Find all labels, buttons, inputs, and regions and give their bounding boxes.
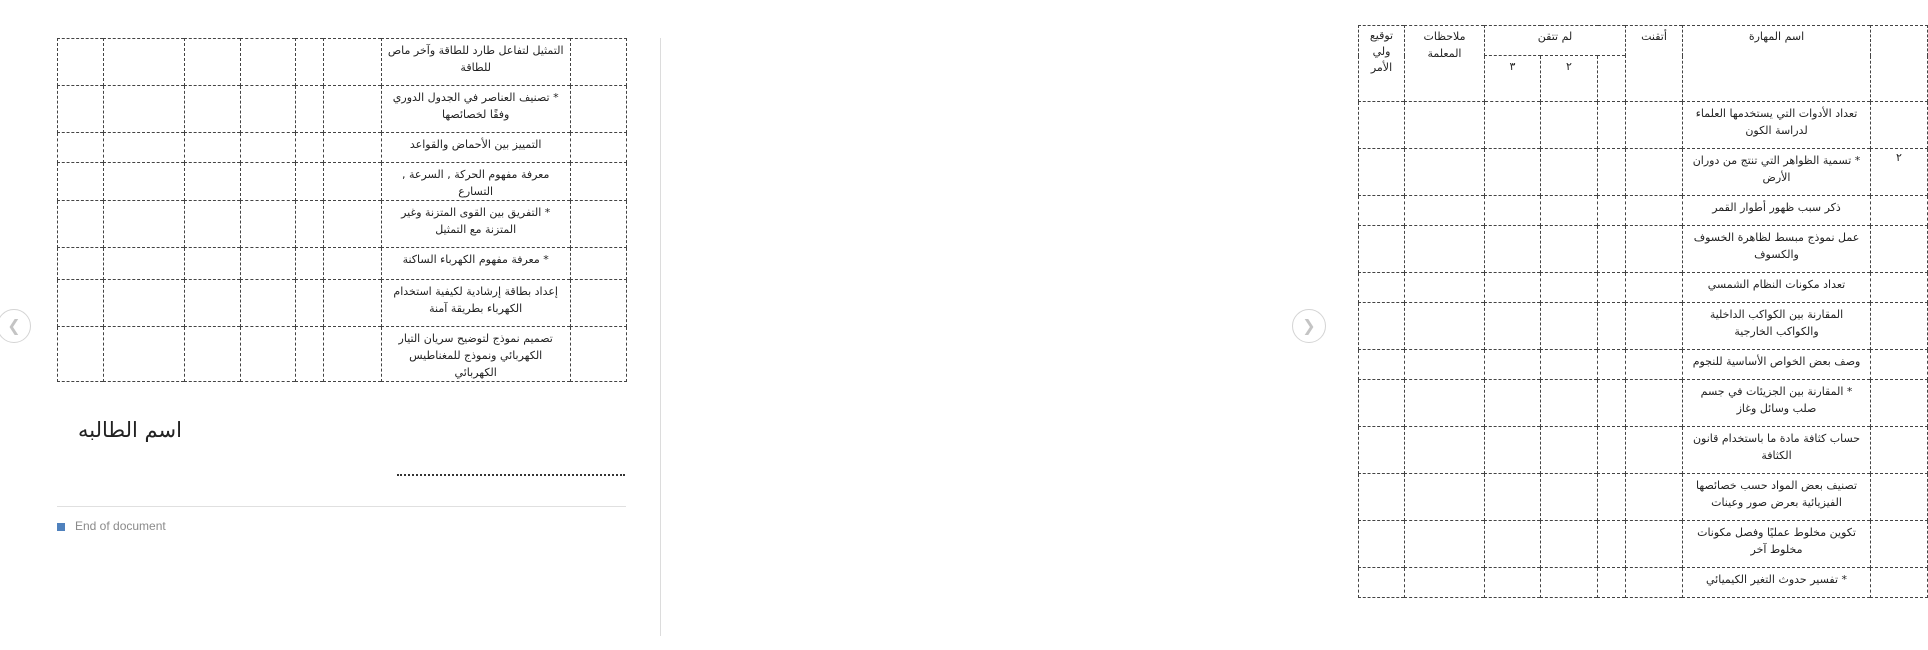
end-divider	[57, 506, 626, 507]
signature-cell	[58, 280, 104, 327]
signature-cell	[1359, 474, 1405, 521]
not-mastered-blank-cell	[296, 201, 324, 248]
notes-cell	[104, 39, 185, 86]
left-skill-row	[58, 327, 627, 382]
skill-cell: تعداد مكونات النظام الشمسي	[1683, 273, 1871, 303]
mastered-cell	[324, 86, 382, 133]
row-number-cell	[570, 86, 626, 133]
mastered-cell	[324, 280, 382, 327]
left-skill-row	[58, 86, 627, 133]
not-mastered-blank-cell	[1598, 149, 1626, 196]
mastered-cell	[1626, 568, 1683, 598]
row-number-cell	[570, 133, 626, 163]
mastered-cell	[324, 39, 382, 86]
signature-cell	[1359, 350, 1405, 380]
row-number-cell: ٢	[1871, 149, 1928, 196]
not-mastered-blank-cell	[296, 163, 324, 201]
notes-cell	[1405, 226, 1485, 273]
right-skill-row	[1359, 568, 1928, 598]
skills-table-left	[57, 38, 627, 382]
notes-cell	[1405, 303, 1485, 350]
mastered-cell	[1626, 149, 1683, 196]
not-mastered-2-cell	[240, 163, 295, 201]
not-mastered-blank-cell	[296, 86, 324, 133]
row-number-cell	[1871, 380, 1928, 427]
not-mastered-3-cell	[185, 327, 240, 382]
left-skill-row	[58, 133, 627, 163]
mastered-cell	[324, 201, 382, 248]
right-skill-row	[1359, 226, 1928, 273]
not-mastered-2-cell	[1541, 521, 1598, 568]
skill-cell: * تصنيف العناصر في الجدول الدوري وفقًا لخصائصها	[381, 86, 570, 133]
signature-cell	[1359, 273, 1405, 303]
notes-cell	[104, 86, 185, 133]
skill-cell: المقارنة بين الكواكب الداخلية والكواكب الخارجية	[1683, 303, 1871, 350]
skill-cell: تعداد الأدوات التي يستخدمها العلماء لدراسة الكون	[1683, 102, 1871, 149]
not-mastered-blank-cell	[296, 39, 324, 86]
not-mastered-3-cell	[1485, 521, 1541, 568]
right-skill-row	[1359, 303, 1928, 350]
not-mastered-2-cell	[240, 248, 295, 280]
not-mastered-2-cell	[1541, 474, 1598, 521]
mastered-cell	[1626, 521, 1683, 568]
not-mastered-2-cell	[240, 39, 295, 86]
not-mastered-2-cell	[240, 201, 295, 248]
right-page	[661, 0, 1902, 650]
skill-cell: التمثيل لتفاعل طارد للطاقة وآخر ماص للطاقة	[381, 39, 570, 86]
skill-cell: حساب كثافة مادة ما باستخدام قانون الكثافة	[1683, 427, 1871, 474]
mastered-cell	[1626, 196, 1683, 226]
signature-cell	[1359, 521, 1405, 568]
mastered-cell	[324, 133, 382, 163]
not-mastered-header: لم تتقن	[1485, 26, 1626, 56]
not-mastered-col-blank	[1598, 56, 1626, 102]
skill-cell: * تفسير حدوث التغير الكيميائي	[1683, 568, 1871, 598]
chevron-right-icon: ❯	[1302, 316, 1316, 335]
notes-cell	[1405, 568, 1485, 598]
row-number-cell	[570, 327, 626, 382]
not-mastered-3-cell	[185, 163, 240, 201]
left-skill-row	[58, 163, 627, 201]
not-mastered-3-cell	[185, 248, 240, 280]
mastered-cell	[1626, 474, 1683, 521]
notes-cell	[104, 201, 185, 248]
mastered-cell	[324, 248, 382, 280]
row-number-cell	[1871, 226, 1928, 273]
skill-cell: * معرفة مفهوم الكهرباء الساكنة	[381, 248, 570, 280]
notes-cell	[104, 248, 185, 280]
signature-cell	[1359, 149, 1405, 196]
guardian-signature-label: توقيع ولي الأمر	[1369, 29, 1394, 74]
not-mastered-2-cell	[240, 86, 295, 133]
notes-cell	[1405, 380, 1485, 427]
signature-cell	[1359, 102, 1405, 149]
not-mastered-2-cell	[1541, 102, 1598, 149]
skill-cell: * التفريق بين القوى المتزنة وغير المتزنة مع التمثيل	[381, 201, 570, 248]
not-mastered-blank-cell	[1598, 380, 1626, 427]
not-mastered-blank-cell	[1598, 226, 1626, 273]
not-mastered-blank-cell	[1598, 350, 1626, 380]
mastered-header: أتقنت	[1626, 26, 1683, 102]
mastered-cell	[1626, 427, 1683, 474]
skill-cell: * تسمية الظواهر التي تنتج من دوران الأرض	[1683, 149, 1871, 196]
signature-cell	[1359, 427, 1405, 474]
signature-cell	[58, 133, 104, 163]
not-mastered-3-cell	[1485, 273, 1541, 303]
right-skill-row	[1359, 196, 1928, 226]
header-row	[1359, 26, 1928, 56]
not-mastered-2-cell	[1541, 380, 1598, 427]
signature-cell	[1359, 196, 1405, 226]
signature-dotted-line	[397, 474, 625, 476]
signature-cell	[1359, 568, 1405, 598]
notes-header: ملاحظات المعلمة	[1405, 26, 1485, 102]
left-skill-row	[58, 280, 627, 327]
mastered-cell	[1626, 350, 1683, 380]
skill-name-header: اسم المهارة	[1683, 26, 1871, 102]
right-skill-row	[1359, 380, 1928, 427]
not-mastered-3-cell	[1485, 226, 1541, 273]
skill-cell: تصميم نموذج لتوضيح سريان التيار الكهربائي ونموذج للمغناطيس الكهربائي	[381, 327, 570, 382]
not-mastered-blank-cell	[296, 248, 324, 280]
not-mastered-3-cell	[1485, 350, 1541, 380]
not-mastered-blank-cell	[1598, 521, 1626, 568]
signature-cell	[58, 163, 104, 201]
row-number-cell	[1871, 474, 1928, 521]
left-skill-row	[58, 201, 627, 248]
notes-cell	[1405, 350, 1485, 380]
row-number-cell	[1871, 568, 1928, 598]
not-mastered-3-cell	[1485, 102, 1541, 149]
not-mastered-2-cell	[1541, 568, 1598, 598]
mastered-cell	[1626, 102, 1683, 149]
not-mastered-3-cell	[185, 280, 240, 327]
row-number-cell	[570, 248, 626, 280]
row-number-cell	[1871, 102, 1928, 149]
notes-cell	[104, 327, 185, 382]
not-mastered-3-cell	[185, 39, 240, 86]
end-marker-icon	[57, 523, 65, 531]
row-number-cell	[1871, 350, 1928, 380]
not-mastered-blank-cell	[1598, 427, 1626, 474]
skill-cell: * المقارنة بين الجزيئات في جسم صلب وسائل وغاز	[1683, 380, 1871, 427]
row-number-cell	[570, 201, 626, 248]
not-mastered-blank-cell	[1598, 474, 1626, 521]
not-mastered-2-cell	[1541, 273, 1598, 303]
not-mastered-3-cell	[1485, 380, 1541, 427]
not-mastered-blank-cell	[296, 280, 324, 327]
not-mastered-2-cell	[1541, 350, 1598, 380]
skill-cell: تكوين مخلوط عمليًا وفصل مكونات مخلوط آخر	[1683, 521, 1871, 568]
right-skill-row	[1359, 273, 1928, 303]
notes-cell	[1405, 273, 1485, 303]
not-mastered-3-cell	[1485, 568, 1541, 598]
notes-cell	[104, 163, 185, 201]
row-number-cell	[570, 280, 626, 327]
not-mastered-3-cell	[185, 86, 240, 133]
not-mastered-blank-cell	[1598, 196, 1626, 226]
mastered-cell	[324, 327, 382, 382]
right-skill-row	[1359, 521, 1928, 568]
not-mastered-blank-cell	[1598, 102, 1626, 149]
signature-cell	[58, 201, 104, 248]
mastered-cell	[324, 163, 382, 201]
not-mastered-2-cell	[1541, 303, 1598, 350]
not-mastered-3-cell	[185, 201, 240, 248]
notes-cell	[1405, 427, 1485, 474]
student-name-line: اسم الطالبه	[78, 418, 182, 442]
signature-cell	[58, 327, 104, 382]
right-skill-row	[1359, 102, 1928, 149]
right-skill-row	[1359, 427, 1928, 474]
not-mastered-blank-cell	[1598, 303, 1626, 350]
not-mastered-3-cell	[1485, 196, 1541, 226]
skill-cell: تصنيف بعض المواد حسب خصائصها الفيزيائية بعرض صور وعينات	[1683, 474, 1871, 521]
signature-cell	[1359, 226, 1405, 273]
notes-cell	[104, 280, 185, 327]
not-mastered-blank-cell	[1598, 273, 1626, 303]
next-page-button[interactable]	[1292, 309, 1326, 343]
row-number-cell	[1871, 196, 1928, 226]
mastered-cell	[1626, 273, 1683, 303]
not-mastered-2-cell	[1541, 149, 1598, 196]
row-number-cell	[1871, 303, 1928, 350]
mastered-cell	[1626, 226, 1683, 273]
not-mastered-3-cell	[185, 133, 240, 163]
skills-table-right	[1358, 25, 1928, 598]
skill-cell: إعداد بطاقة إرشادية لكيفية استخدام الكهرباء بطريقة آمنة	[381, 280, 570, 327]
not-mastered-blank-cell	[296, 133, 324, 163]
not-mastered-3-cell	[1485, 149, 1541, 196]
notes-cell	[1405, 196, 1485, 226]
not-mastered-3-cell	[1485, 303, 1541, 350]
row-number-cell	[570, 39, 626, 86]
row-number-cell	[570, 163, 626, 201]
mastered-cell	[1626, 380, 1683, 427]
notes-cell	[104, 133, 185, 163]
not-mastered-2-cell	[240, 327, 295, 382]
right-skill-row	[1359, 350, 1928, 380]
not-mastered-col-2: ٢	[1541, 56, 1598, 102]
chevron-left-icon: ❮	[7, 316, 21, 335]
not-mastered-2-cell	[1541, 427, 1598, 474]
not-mastered-2-cell	[240, 133, 295, 163]
right-skill-row	[1359, 474, 1928, 521]
guardian-signature-header	[1359, 26, 1405, 102]
not-mastered-blank-cell	[1598, 568, 1626, 598]
signature-cell	[58, 86, 104, 133]
row-number-header	[1871, 26, 1928, 102]
not-mastered-col-3: ٣	[1485, 56, 1541, 102]
skill-cell: ذكر سبب ظهور أطوار القمر	[1683, 196, 1871, 226]
notes-cell	[1405, 521, 1485, 568]
signature-cell	[1359, 303, 1405, 350]
row-number-cell	[1871, 427, 1928, 474]
notes-cell	[1405, 149, 1485, 196]
signature-cell	[1359, 380, 1405, 427]
notes-cell	[1405, 102, 1485, 149]
mastered-cell	[1626, 303, 1683, 350]
signature-cell	[58, 248, 104, 280]
not-mastered-2-cell	[240, 280, 295, 327]
skill-cell: وصف بعض الخواص الأساسية للنجوم	[1683, 350, 1871, 380]
skill-cell: معرفة مفهوم الحركة , السرعة , التسارع	[381, 163, 570, 201]
left-skill-row	[58, 39, 627, 86]
skill-cell: التمييز بين الأحماض والقواعد	[381, 133, 570, 163]
left-skill-row	[58, 248, 627, 280]
skill-cell: عمل نموذج مبسط لظاهرة الخسوف والكسوف	[1683, 226, 1871, 273]
not-mastered-2-cell	[1541, 226, 1598, 273]
notes-cell	[1405, 474, 1485, 521]
right-skill-row	[1359, 149, 1928, 196]
not-mastered-3-cell	[1485, 427, 1541, 474]
end-of-document-label: End of document	[75, 519, 166, 533]
not-mastered-blank-cell	[296, 327, 324, 382]
left-page	[0, 0, 660, 650]
not-mastered-3-cell	[1485, 474, 1541, 521]
signature-cell	[58, 39, 104, 86]
row-number-cell	[1871, 273, 1928, 303]
not-mastered-2-cell	[1541, 196, 1598, 226]
row-number-cell	[1871, 521, 1928, 568]
